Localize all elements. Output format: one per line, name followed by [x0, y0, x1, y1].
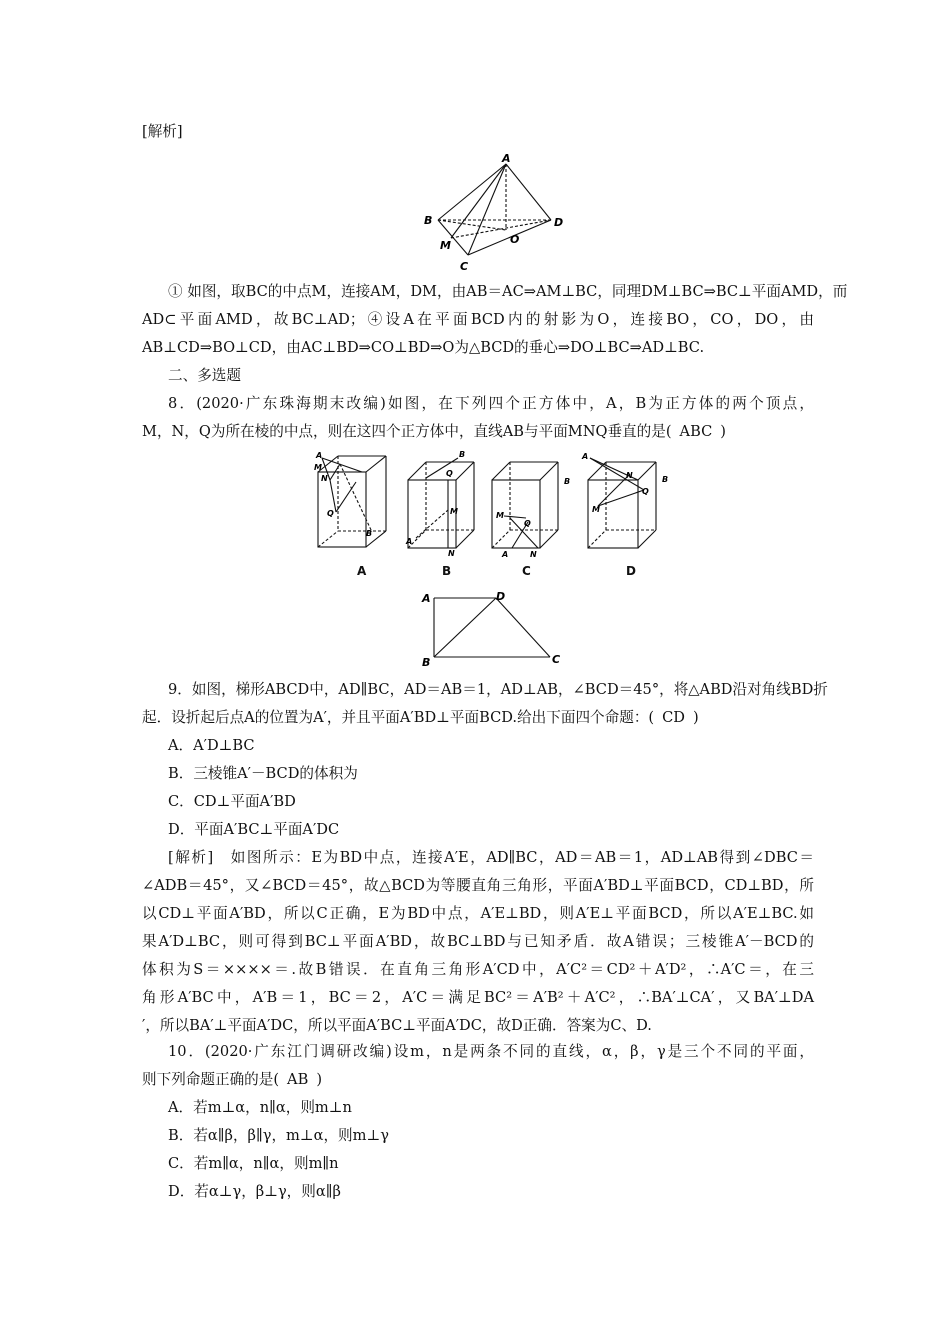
- q9-close: ): [692, 709, 699, 726]
- trap-label-A: A: [422, 592, 431, 605]
- cube-a-Q: Q: [327, 509, 334, 518]
- q9-analysis-2: ∠ADB＝45°，又∠BCD＝45°，故△BCD为等腰直角三角形，平面A′BD⊥平面BCD，CD⊥BD，所: [142, 877, 814, 894]
- cube-c: [492, 462, 558, 548]
- cube-caption-b: B: [442, 564, 452, 578]
- cube-a-A: A: [316, 451, 323, 460]
- cube-b-A: A: [406, 537, 413, 546]
- cube-d-M: M: [592, 505, 600, 514]
- q8-answer: ABC: [679, 423, 713, 440]
- q10-option-c: C．若m∥α，n∥α，则m∥n: [168, 1155, 339, 1172]
- q9-line-1: 9．如图，梯形ABCD中，AD∥BC，AD＝AB＝1，AD⊥AB，∠BCD＝45°，将△ABD沿对角线BD折: [168, 681, 828, 698]
- cube-c-A: A: [502, 550, 509, 559]
- q10-option-a: A．若m⊥α，n∥α，则m⊥n: [168, 1099, 352, 1116]
- cube-caption-d: D: [626, 564, 636, 578]
- cube-c-B: B: [564, 477, 571, 486]
- tetra-label-B: B: [424, 214, 433, 227]
- tetra-label-O: O: [510, 233, 520, 246]
- cube-d-Q: Q: [642, 487, 649, 496]
- cube-caption-a: A: [357, 564, 367, 578]
- q9-answer: CD: [662, 709, 685, 726]
- q9-option-c: C．CD⊥平面A′BD: [168, 793, 296, 810]
- tetra-label-D: D: [554, 216, 564, 229]
- q8-close: ): [720, 423, 726, 440]
- cube-a: [318, 456, 386, 547]
- tetra-label-M: M: [440, 239, 451, 252]
- analysis7-line-3: AB⊥CD⇒BO⊥CD，由AC⊥BD⇒CO⊥BD⇒O为△BCD的垂心⇒DO⊥BC⇒AD⊥BC.: [142, 339, 705, 356]
- q9-stem: 起．设折起后点A的位置为A′，并且平面A′BD⊥平面BCD.给出下面四个命题：(: [142, 709, 655, 726]
- cube-d: [588, 458, 656, 548]
- cubes-figure: [300, 450, 670, 580]
- cube-c-Q: Q: [524, 519, 531, 528]
- q10-option-d: D．若α⊥γ，β⊥γ，则α∥β: [168, 1183, 341, 1200]
- q9-option-a: A．A′D⊥BC: [168, 737, 255, 754]
- cube-b-N: N: [448, 549, 455, 558]
- cube-b-Q: Q: [446, 469, 453, 478]
- q10-answer: AB: [287, 1071, 309, 1088]
- cube-a-M: M: [314, 463, 322, 472]
- q9-option-b: B．三棱锥A′－BCD的体积为: [168, 765, 358, 782]
- q9-option-d: D．平面A′BC⊥平面A′DC: [168, 821, 340, 838]
- cube-d-A: A: [582, 452, 589, 461]
- cube-b-B: B: [459, 450, 466, 459]
- cube-c-N: N: [530, 550, 537, 559]
- tetrahedron-figure: [418, 150, 568, 275]
- trap-label-B: B: [422, 656, 431, 669]
- q9-analysis-7: ′，所以BA′⊥平面A′DC，所以平面A′BC⊥平面A′DC，故D正确．答案为C、D.: [142, 1017, 652, 1034]
- trapezoid-figure: [416, 588, 576, 670]
- cube-d-B: B: [662, 475, 669, 484]
- section-title: 二、多选题: [168, 367, 241, 384]
- analysis-label: [解析]: [142, 123, 183, 140]
- q10-line-2: [142, 1070, 322, 1090]
- q8-line-1: 8．(2020·广东珠海期末改编)如图，在下列四个正方体中，A，B为正方体的两个顶点，: [168, 395, 814, 412]
- cube-caption-c: C: [522, 564, 531, 578]
- cube-b: [408, 458, 474, 548]
- cube-d-N: N: [626, 471, 633, 480]
- tetra-label-A: A: [502, 152, 511, 165]
- q8-line-2: [142, 422, 726, 442]
- trap-label-C: C: [552, 653, 561, 666]
- q10-option-b: B．若α∥β，β∥γ，m⊥α，则m⊥γ: [168, 1127, 389, 1144]
- q10-stem: 则下列命题正确的是(: [142, 1071, 280, 1088]
- q10-line-1: 10．(2020·广东江门调研改编)设m，n是两条不同的直线，α，β，γ是三个不同的平面，: [168, 1043, 814, 1060]
- cube-b-M: M: [450, 507, 458, 516]
- q8-stem: M，N，Q为所在棱的中点，则在这四个正方体中，直线AB与平面MNQ垂直的是(: [142, 423, 672, 440]
- cube-a-B: B: [366, 529, 373, 538]
- tetra-label-C: C: [460, 260, 469, 273]
- q9-analysis-1: [解析] 如图所示：E为BD中点，连接A′E，AD∥BC，AD＝AB＝1，AD⊥AB得到∠DBC＝: [168, 849, 814, 866]
- q9-analysis-4: 果A′D⊥BC，则可得到BC⊥平面A′BD，故BC⊥BD与已知矛盾．故A错误；三棱锥A′－BCD的: [142, 933, 814, 950]
- q10-close: ): [316, 1071, 323, 1088]
- cube-a-N: N: [321, 474, 328, 483]
- analysis7-line-1: ① 如图，取BC的中点M，连接AM，DM，由AB＝AC⇒AM⊥BC，同理DM⊥BC⇒BC⊥平面AMD，而: [168, 283, 848, 300]
- q9-analysis-5: 体积为S＝××××＝.故B错误．在直角三角形A′CD中，A′C²＝CD²＋A′D²，∴A′C＝，在三: [142, 961, 814, 978]
- trap-label-D: D: [496, 590, 506, 603]
- q9-analysis-6: 角形A′BC中，A′B＝1，BC＝2，A′C＝满足BC²＝A′B²＋A′C²，∴BA′⊥CA′，又BA′⊥DA: [142, 989, 814, 1006]
- cube-c-M: M: [496, 511, 504, 520]
- q9-line-2: [142, 708, 699, 728]
- q9-analysis-3: 以CD⊥平面A′BD，所以C正确，E为BD中点，A′E⊥BD，则A′E⊥平面BCD，所以A′E⊥BC.如: [142, 905, 814, 922]
- analysis7-line-2: AD⊂平面AMD，故BC⊥AD；④设A在平面BCD内的射影为O，连接BO，CO，DO，由: [142, 311, 814, 328]
